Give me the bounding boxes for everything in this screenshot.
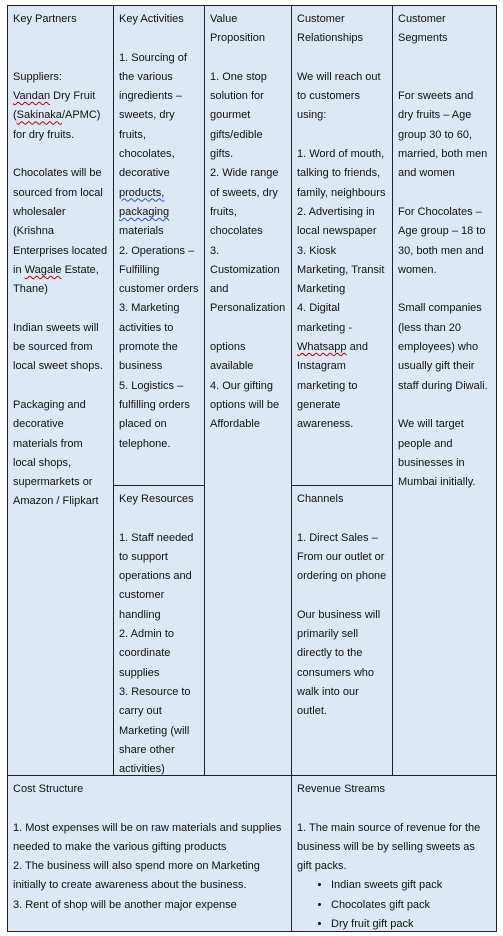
list-item: • Indian sweets gift pack bbox=[331, 876, 491, 895]
resource-item-3: 3. Resource to carry out Marketing (will share other activities) bbox=[119, 685, 191, 776]
cost-structure-title: Cost Structure bbox=[13, 783, 84, 795]
chocolates-supplier: Chocolates will be sourced from local wholesaler (Krishna Enterprises located in Wagale Estate, Thane) bbox=[13, 167, 108, 296]
key-partners-block bbox=[7, 5, 114, 776]
activity-item-5: 5. Logistics – fulfilling orders placed on telephone. bbox=[119, 379, 190, 450]
relationship-item-2: 2. Advertising in local newspaper bbox=[297, 205, 377, 238]
value-item-3: 3. Customization and Personalization bbox=[210, 244, 286, 315]
key-activities-title: Key Activities bbox=[119, 13, 184, 25]
resource-item-1: 1. Staff needed to support operations and customer handling bbox=[119, 531, 194, 621]
key-resources-block bbox=[113, 485, 205, 776]
channel-item-1: 1. Direct Sales – From our outlet or ordering on phone bbox=[297, 531, 387, 583]
packaging-supplier: Packaging and decorative materials from local shops, supermarkets or Amazon / Flipkart bbox=[13, 398, 99, 508]
relationships-intro: We will reach out to customers using: bbox=[297, 70, 381, 122]
key-partners-title: Key Partners bbox=[13, 13, 77, 25]
resource-item-2: 2. Admin to coordinate supplies bbox=[119, 628, 175, 679]
vandan-word: Vandan bbox=[13, 90, 51, 103]
value-proposition-block bbox=[204, 5, 292, 776]
value-proposition-title: Value Proposition bbox=[210, 13, 266, 45]
list-item: • Chocolates gift pack bbox=[331, 896, 491, 915]
indian-sweets-supplier: Indian sweets will be sourced from local sweet shops. bbox=[13, 321, 103, 373]
key-activities-block bbox=[113, 5, 205, 486]
list-item: • Dry fruit gift pack bbox=[331, 915, 491, 932]
channels-title: Channels bbox=[297, 493, 344, 505]
suppliers-label: Suppliers: bbox=[13, 70, 62, 83]
customer-relationships-block bbox=[291, 5, 393, 486]
whatsapp-word: Whatsapp bbox=[297, 341, 347, 354]
activity-item-1: 1. Sourcing of the various ingredients – sweets, dry fruits, chocolates, decorative products, packaging materials bbox=[119, 51, 187, 238]
value-item-4: 4. Our gifting options will be Affordable bbox=[210, 379, 280, 431]
customer-segments-title: Customer Segments bbox=[398, 13, 448, 45]
segment-chocolates: For Chocolates – Age group – 18 to 30, both men and women. bbox=[398, 205, 486, 276]
customer-segments-block bbox=[392, 5, 497, 776]
relationship-item-3: 3. Kiosk Marketing, Transit Marketing bbox=[297, 244, 385, 296]
revenue-item-1: 1. The main source of revenue for the business will be by selling sweets as gift packs. bbox=[297, 821, 481, 873]
channels-block bbox=[291, 485, 393, 776]
cost-item-2: 2. The business will also spend more on Marketing initially to create awareness about the business. bbox=[13, 860, 260, 892]
channel-paragraph: Our business will primarily sell directly to the consumers who walk into our outlet. bbox=[297, 608, 381, 718]
relationship-item-1: 1. Word of mouth, talking to friends, family, neighbours bbox=[297, 148, 386, 199]
products-word: products, bbox=[119, 186, 165, 199]
value-item-1: 1. One stop solution for gourmet gifts/edible gifts. bbox=[210, 70, 267, 161]
revenue-streams-block bbox=[291, 775, 497, 932]
segment-target: We will target people and businesses in Mumbai initially. bbox=[398, 418, 476, 489]
vandan-supplier: Vandan Dry Fruit (Sakinaka/APMC) for dry fruits. bbox=[13, 90, 101, 141]
activity-item-3: 3. Marketing activities to promote the business bbox=[119, 302, 180, 373]
revenue-streams-title: Revenue Streams bbox=[297, 783, 386, 795]
value-options: options available bbox=[210, 341, 254, 373]
cost-item-1: 1. Most expenses will be on raw materials and supplies needed to make the various gifting products bbox=[13, 821, 282, 853]
key-resources-title: Key Resources bbox=[119, 493, 194, 505]
activity-item-2: 2. Operations – Fulfilling customer orders bbox=[119, 244, 199, 296]
revenue-bullet-list bbox=[297, 876, 491, 932]
customer-relationships-title: Customer Relationships bbox=[297, 13, 364, 45]
value-item-2: 2. Wide range of sweets, dry fruits, chocolates bbox=[210, 167, 279, 238]
sakinaka-word: Sakinaka bbox=[16, 109, 62, 122]
relationship-item-4: 4. Digital marketing - Whatsapp and Instagram marketing to generate awareness. bbox=[297, 302, 368, 431]
segment-sweets: For sweets and dry fruits – Age group 30 to 60, married, both men and women bbox=[398, 90, 488, 180]
packaging-word: packaging bbox=[119, 205, 170, 218]
cost-item-3: 3. Rent of shop will be another major expense bbox=[13, 898, 237, 911]
segment-companies: Small companies (less than 20 employees) who usually gift their staff during Diwali. bbox=[398, 302, 488, 392]
wagale-word: Wagale bbox=[24, 263, 62, 276]
cost-structure-block bbox=[7, 775, 292, 932]
